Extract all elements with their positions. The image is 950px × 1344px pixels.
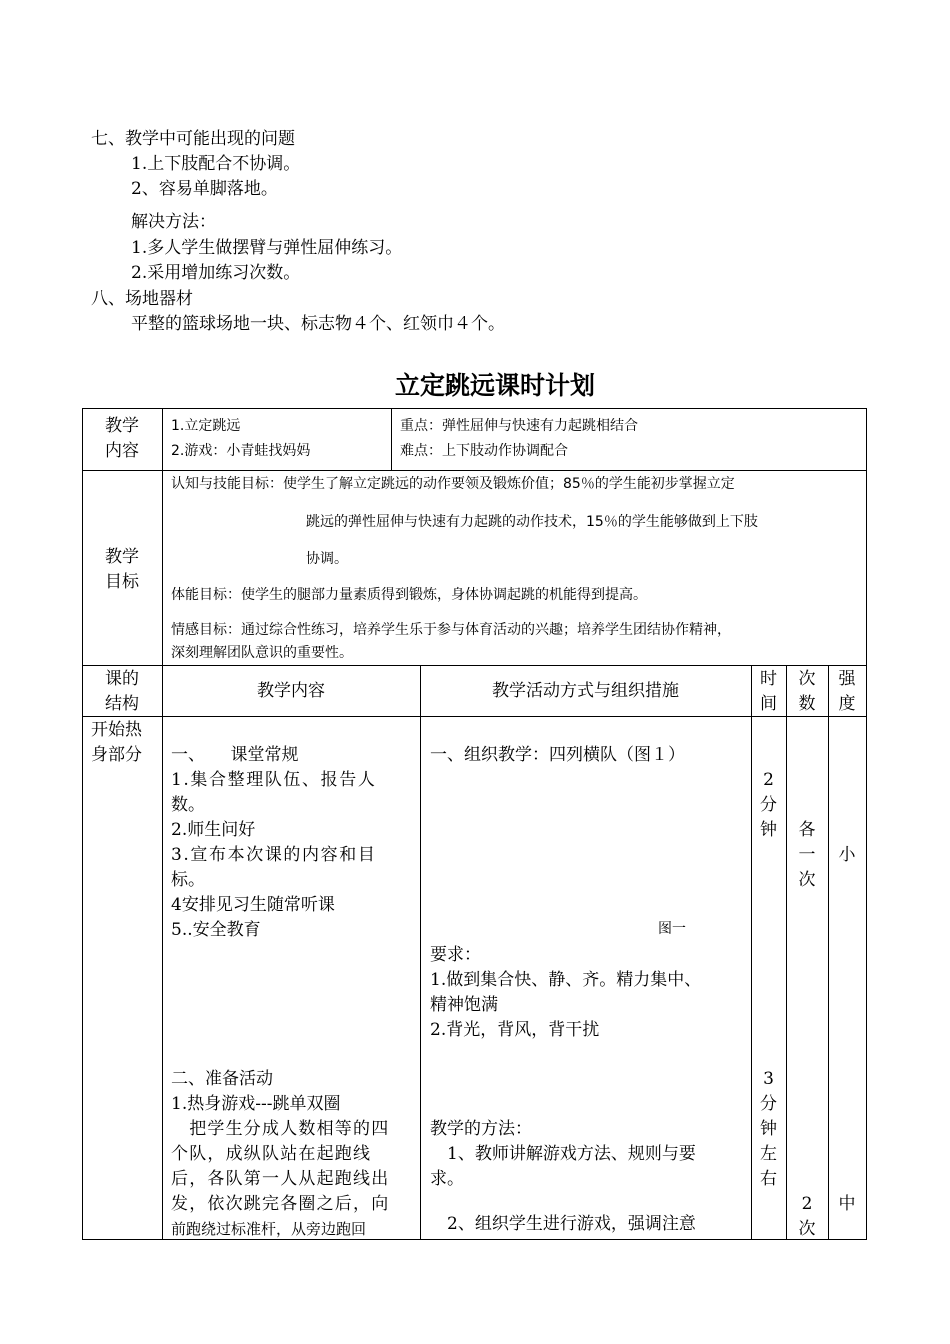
warmup-block: 二、准备活动 1.热身游戏---跳单双圈 把学生分成人数相等的四 个队，成纵队站在起跑线 后，各队第一人从起跑线出 发，依次跳完各圈之后，向 前跑绕过标准杆，从旁边跑回 — [171, 1067, 415, 1242]
table-border — [391, 408, 392, 470]
routine-item-5: 5..安全教育 — [171, 920, 261, 940]
table-border — [82, 408, 83, 1240]
routine-block: 一、 课堂常规 1.集合整理队伍、报告人 数。 2.师生问好 3.宣布本次课的内容和目 标。 4安排见习生随常听课 5..安全教育 — [171, 743, 415, 943]
plan-title: 立定跳远课时计划 — [394, 371, 595, 400]
teaching-method-2: 2、组织学生进行游戏，强调注意 — [430, 1214, 696, 1234]
goal-emotional-line-1: 情感目标：通过综合性练习，培养学生乐于参与体育活动的兴趣；培养学生团结协作精神， — [171, 622, 731, 638]
header-content: 教学内容 — [257, 681, 325, 701]
solution-item-2: 2.采用增加练习次数。 — [131, 263, 301, 283]
section-8-heading: 八、场地器材 — [91, 289, 193, 309]
count-warmup-1: 各 一 次 — [798, 820, 816, 890]
teaching-method-label: 教学的方法： — [430, 1119, 532, 1139]
routine-item-3: 3.宣布本次课的内容和目 — [171, 845, 377, 865]
problem-item-2: 2、容易单脚落地。 — [131, 179, 278, 199]
requirement-2: 2.背光，背风，背干扰 — [430, 1020, 600, 1040]
venue-equipment-text: 平整的篮球场地一块、标志物４个、红领巾４个。 — [131, 314, 505, 334]
time-warmup-2: 3 分 钟 左 右 — [760, 1069, 777, 1189]
table-border — [828, 665, 829, 1240]
goal-cognitive-line-1: 认知与技能目标：使学生了解立定跳远的动作要领及锻炼价值；85％的学生能初步掌握立定 — [171, 476, 735, 492]
warmup-heading: 二、准备活动 — [171, 1069, 273, 1089]
method-org-heading: 一、组织教学：四列横队（图１） — [430, 745, 685, 765]
solution-item-1: 1.多人学生做摆臂与弹性屈伸练习。 — [131, 238, 403, 258]
time-warmup-1: 2 分 钟 — [760, 770, 777, 840]
content-item-1: 1.立定跳远 — [171, 418, 241, 434]
header-intensity: 强 度 — [838, 669, 856, 714]
goal-physical: 体能目标：使学生的腿部力量素质得到锻炼，身体协调起跳的机能得到提高。 — [171, 587, 647, 603]
header-structure: 课的 结构 — [105, 669, 139, 714]
warmup-game: 1.热身游戏---跳单双圈 — [171, 1094, 341, 1114]
header-count: 次 数 — [798, 669, 816, 714]
table-border — [162, 408, 163, 1240]
intensity-warmup-2: 中 — [838, 1194, 856, 1214]
goal-emotional-line-2: 深刻理解团队意识的重要性。 — [171, 645, 353, 661]
section-7-heading: 七、教学中可能出现的问题 — [91, 129, 295, 149]
content-header: 教学 内容 — [105, 416, 139, 461]
part-label: 开始热 身部分 — [91, 720, 142, 765]
content-item-2: 2.游戏：小青蛙找妈妈 — [171, 443, 311, 459]
goal-cognitive-line-3: 协调。 — [306, 551, 348, 567]
routine-item-2: 2.师生问好 — [171, 820, 256, 840]
table-border — [420, 665, 421, 1240]
routine-heading: 一、 课堂常规 — [171, 745, 299, 765]
intensity-warmup-1: 小 — [838, 845, 856, 865]
table-border — [82, 716, 867, 717]
problem-item-1: 1.上下肢配合不协调。 — [131, 154, 301, 174]
goal-header: 教学 目标 — [105, 547, 139, 592]
header-time: 时 间 — [760, 669, 777, 714]
routine-item-4: 4安排见习生随常听课 — [171, 895, 335, 915]
table-border — [82, 408, 867, 409]
count-warmup-2: 2 次 — [798, 1194, 816, 1239]
routine-item-1: 1.集合整理队伍、报告人 — [171, 770, 377, 790]
difficulty-point: 难点：上下肢动作协调配合 — [400, 443, 568, 459]
goal-cognitive-line-2: 跳远的弹性屈伸与快速有力起跳的动作技术，15％的学生能够做到上下肢 — [306, 514, 758, 530]
header-method: 教学活动方式与组织措施 — [492, 681, 679, 701]
solution-label: 解决方法： — [131, 212, 216, 232]
requirements-label: 要求： — [430, 945, 481, 965]
key-point: 重点：弹性屈伸与快速有力起跳相结合 — [400, 418, 638, 434]
figure-caption: 图一 — [658, 921, 686, 937]
requirement-1: 1.做到集合快、静、齐。精力集中、 — [430, 970, 702, 990]
teaching-method-1: 1、教师讲解游戏方法、规则与要 — [430, 1144, 696, 1164]
method-teaching: 教学的方法： 1、教师讲解游戏方法、规则与要 求。 2、组织学生进行游戏，强调注意 — [430, 1117, 748, 1237]
table-border — [866, 408, 867, 1240]
table-border — [82, 470, 867, 471]
method-requirements: 要求： 1.做到集合快、静、齐。精力集中、 精神饱满 2.背光，背风，背干扰 — [430, 943, 748, 1043]
table-border — [786, 665, 787, 1240]
